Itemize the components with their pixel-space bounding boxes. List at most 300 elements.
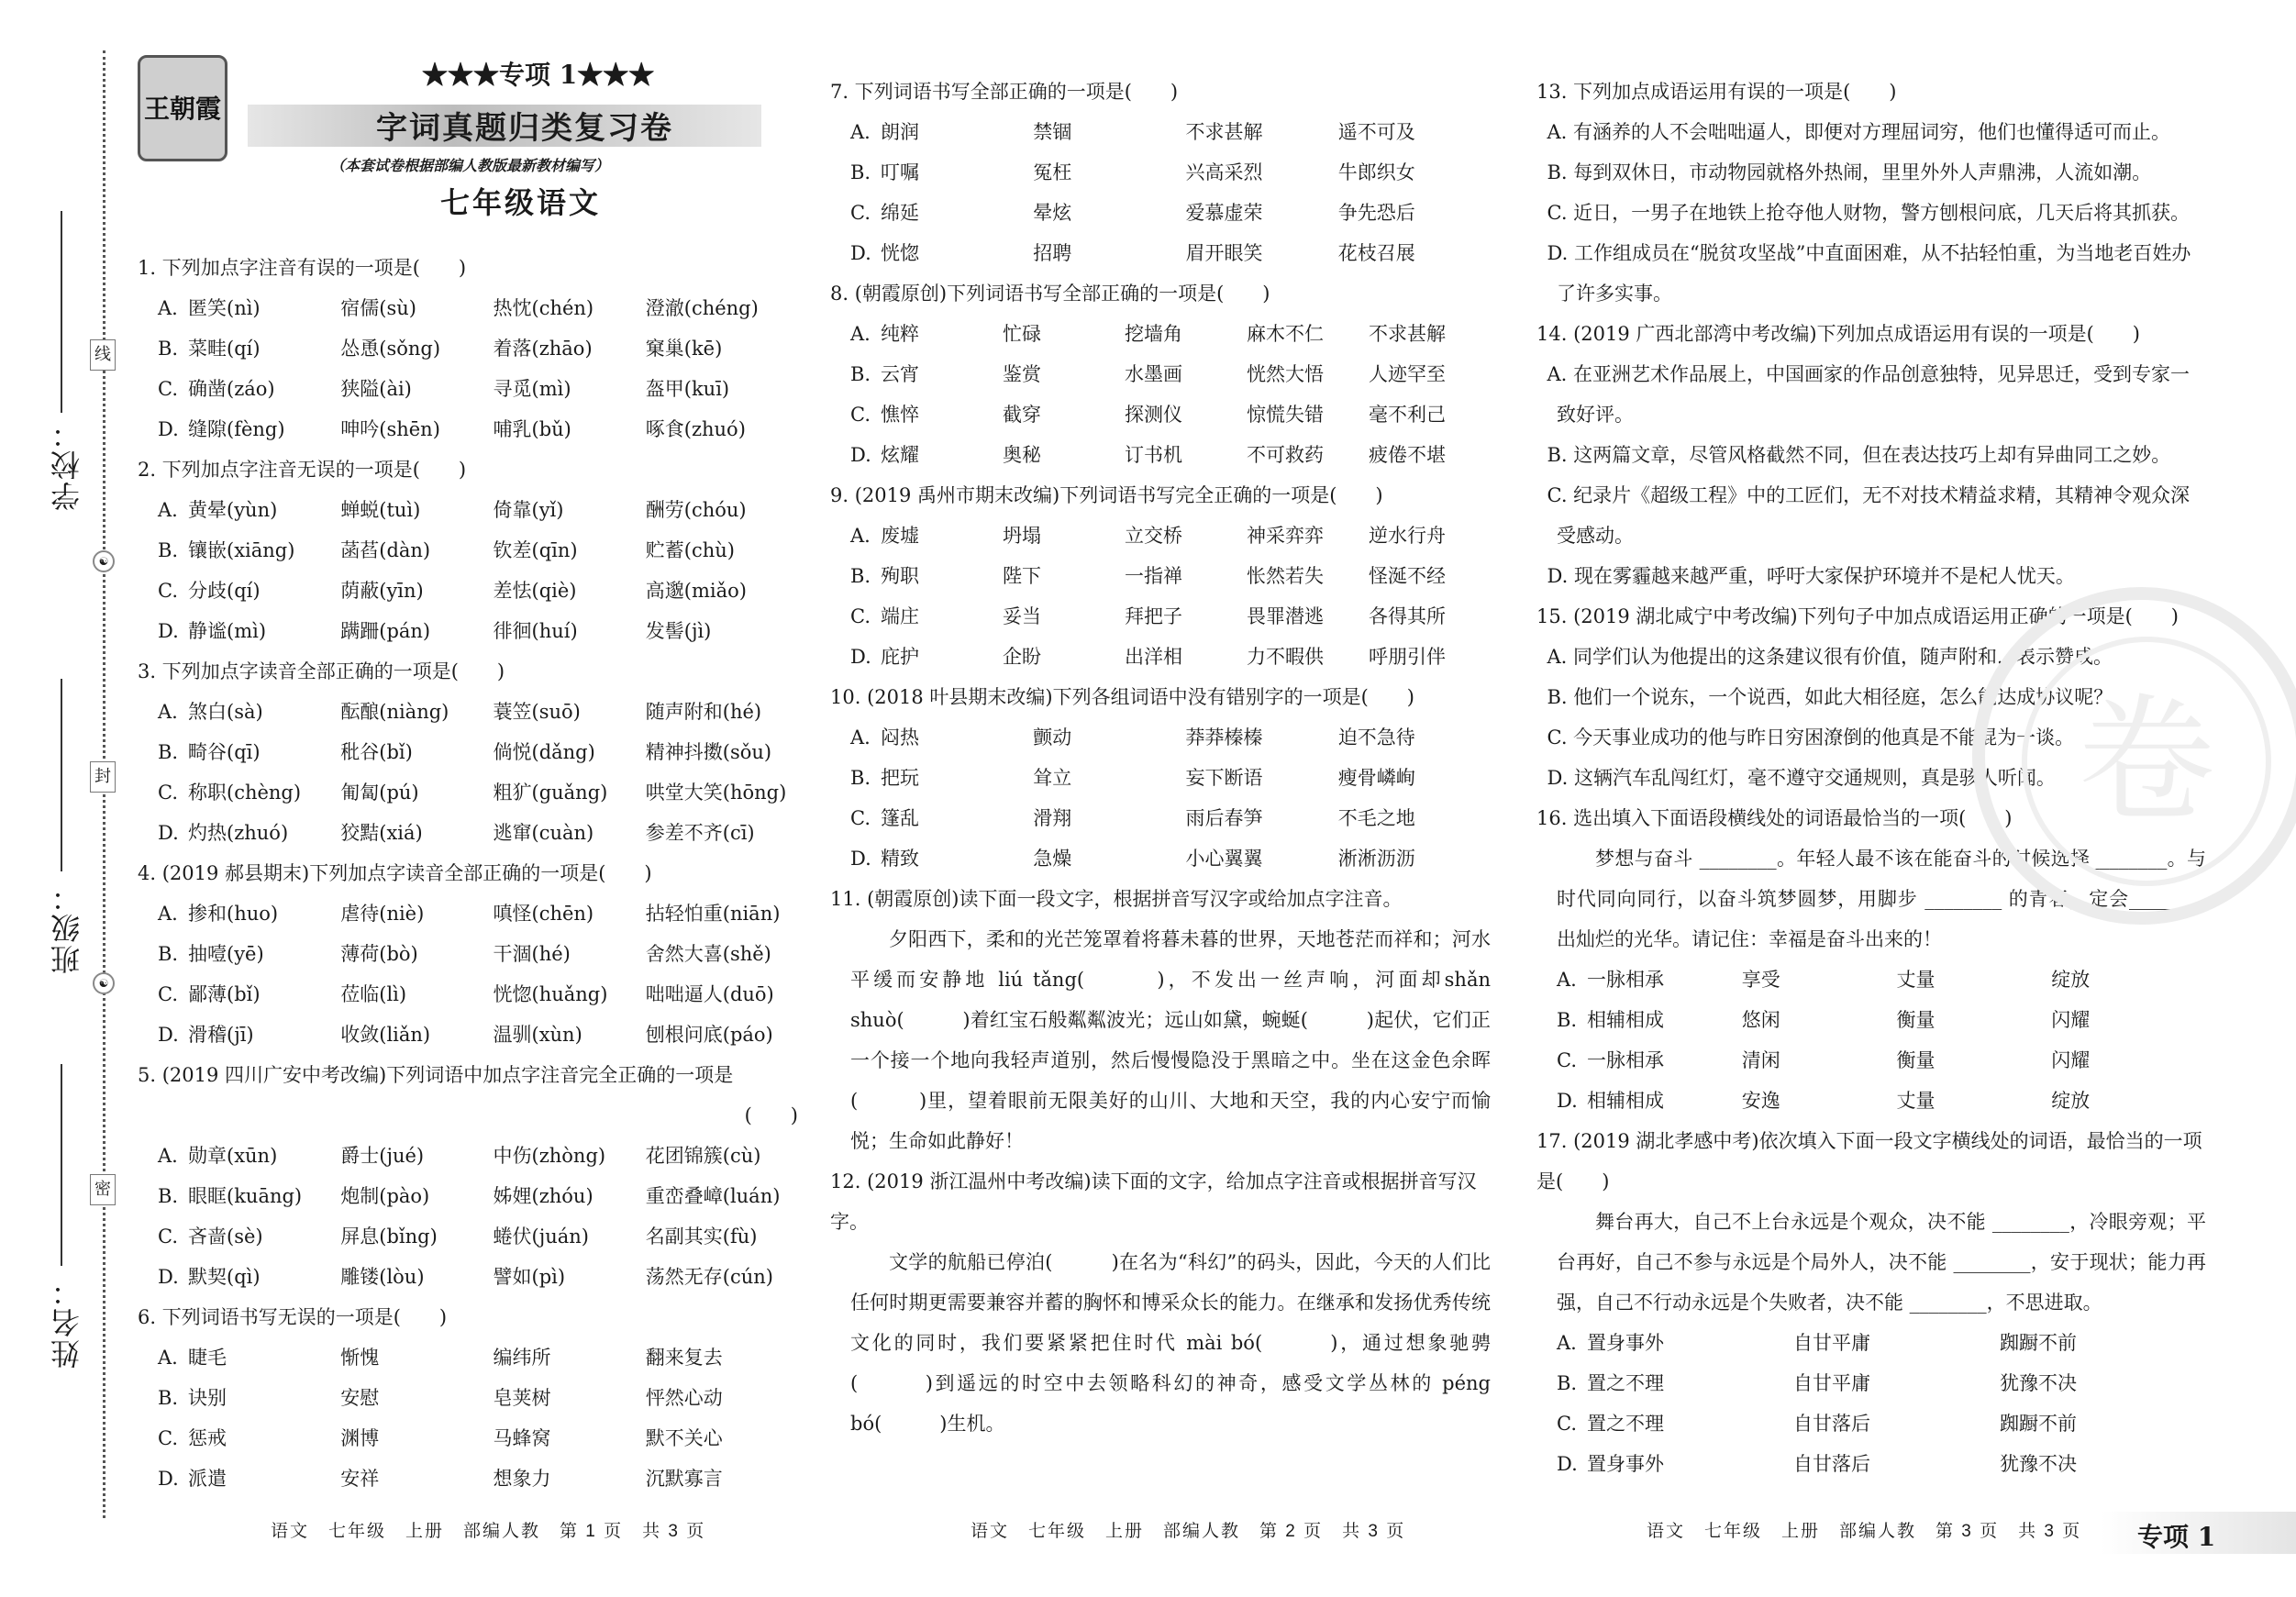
option-row[interactable] [138, 1257, 798, 1297]
option-cell: 把玩 [881, 767, 919, 789]
option-cell: 缝隙(fèng) [188, 418, 285, 440]
option-cell: 衡量 [1896, 1009, 1936, 1031]
option-cell: 安逸 [1741, 1090, 1780, 1112]
option-cell: 荡然无存(cún) [645, 1266, 773, 1288]
option-line[interactable]: D. 这辆汽车乱闯红灯，毫不遵守交通规则，真是骇人听闻。 [1547, 767, 2056, 789]
question-block [830, 475, 1491, 677]
option-letter: B. [158, 1387, 179, 1409]
option-cell: 截穿 [1003, 404, 1041, 426]
footer-page-1: 语文 七年级 上册 部编人教 第 1 页 共 3 页 [271, 1522, 706, 1541]
option-letter: A. [158, 1347, 178, 1369]
option-cell: 神采弈弈 [1247, 525, 1324, 547]
option-row[interactable] [138, 772, 798, 813]
option-cell: 眼眶(kuāng) [188, 1185, 303, 1207]
school-label: 学校： [50, 417, 84, 511]
option-row[interactable] [138, 1216, 798, 1257]
option-cell: 勋章(xūn) [188, 1145, 278, 1167]
option-letter: B. [158, 1185, 179, 1207]
option-cell: 恍然大悟 [1247, 363, 1324, 385]
option-cell: 一指禅 [1125, 565, 1182, 587]
option-cell: 瘦骨嶙峋 [1337, 767, 1415, 789]
option-row[interactable] [138, 692, 798, 732]
question-stem: 4. (2019 郝县期末)下列加点字读音全部正确的一项是( ) [138, 862, 652, 884]
question-block [830, 879, 1491, 1161]
class-blank[interactable] [61, 679, 62, 871]
option-row[interactable] [830, 717, 1491, 758]
binding-knot-icon: ☯ [93, 550, 115, 572]
option-cell: 闪耀 [2051, 1009, 2091, 1031]
option-row[interactable] [138, 934, 798, 974]
option-cell: 衡量 [1896, 1049, 1936, 1071]
option-cell: 企盼 [1003, 646, 1041, 668]
option-row[interactable] [830, 798, 1491, 838]
option-cell: 徘徊(huí) [493, 620, 578, 642]
option-cell: 想象力 [493, 1468, 551, 1490]
option-letter: A. [158, 701, 178, 723]
option-cell: 蓑笠(suō) [493, 701, 581, 723]
question-stem: 9. (2019 禹州市期末改编)下列词语书写完全正确的一项是( ) [830, 484, 1383, 506]
option-cell: 安祥 [340, 1468, 380, 1490]
question-stem: 5. (2019 四川广安中考改编)下列词语中加点字注音完全正确的一项是 [138, 1064, 734, 1086]
option-cell: 眉开眼笑 [1185, 242, 1263, 264]
option-cell: 莅临(lì) [340, 983, 407, 1005]
option-cell: 爱慕虚荣 [1185, 202, 1263, 224]
option-cell: 各得其所 [1369, 605, 1446, 627]
option-cell: 绽放 [2051, 969, 2091, 991]
option-row[interactable] [138, 409, 798, 449]
option-letter: C. [158, 782, 178, 804]
option-row[interactable] [830, 637, 1491, 677]
binding-margin [0, 0, 138, 1597]
option-letter: C. [158, 1225, 178, 1248]
option-cell: 哄堂大笑(hōng) [645, 782, 787, 804]
option-cell: 着落(zhāo) [493, 338, 593, 360]
option-cell: 炮制(pào) [340, 1185, 430, 1207]
option-row[interactable] [1536, 1323, 2206, 1363]
question-stem: 17. (2019 湖北孝感中考)依次填入下面一段文字横线处的词语，最恰当的一项是( ) [1536, 1130, 2202, 1192]
option-cell: 蜷伏(juán) [493, 1225, 589, 1248]
option-row[interactable] [830, 152, 1491, 193]
option-row[interactable] [138, 893, 798, 934]
option-cell: 逃窜(cuàn) [493, 822, 594, 844]
question-stem: 3. 下列加点字读音全部正确的一项是( ) [138, 660, 505, 682]
option-cell: 招聘 [1033, 242, 1072, 264]
option-cell: 疲倦不堪 [1369, 444, 1446, 466]
option-cell: 怪涎不经 [1369, 565, 1446, 587]
option-cell: 鉴赏 [1003, 363, 1041, 385]
option-cell: 朗润 [881, 121, 919, 143]
option-cell: 温驯(xùn) [493, 1024, 582, 1046]
option-cell: 睫毛 [188, 1347, 227, 1369]
question-block [1536, 1121, 2206, 1484]
option-cell: 庇护 [881, 646, 919, 668]
option-cell: 舍然大喜(shě) [645, 943, 771, 965]
option-cell: 淅淅沥沥 [1337, 848, 1415, 870]
option-cell: 纯粹 [881, 323, 919, 345]
option-cell: 怂恿(sǒng) [340, 338, 441, 360]
option-row[interactable] [138, 1337, 798, 1378]
option-cell: 啄食(zhuó) [645, 418, 746, 440]
option-cell: 陛下 [1003, 565, 1041, 587]
question-block [138, 449, 798, 651]
question-passage: 舞台再大，自己不上台永远是个观众，决不能 ________，冷眼旁观；平台再好，自己不参与永远是个局外人，决不能 ________，安于现状；能力再强，自己不行动永远是个失败者，决不能 ________，不思进取。 [1557, 1211, 2206, 1314]
option-row[interactable] [1536, 1403, 2206, 1444]
option-cell: 譬如(pì) [493, 1266, 566, 1288]
option-row[interactable] [138, 1418, 798, 1458]
option-row[interactable] [138, 1015, 798, 1055]
question-stem: 11. (朝霞原创)读下面一段文字，根据拼音写汉字或给加点字注音。 [830, 888, 1403, 910]
footer-page-3: 语文 七年级 上册 部编人教 第 3 页 共 3 页 [1647, 1522, 2082, 1541]
logo-text: 王朝霞 [143, 94, 221, 124]
option-cell: 不求甚解 [1369, 323, 1446, 345]
question-block [830, 677, 1491, 879]
option-row[interactable] [138, 571, 798, 611]
option-cell: 相辅相成 [1587, 1090, 1664, 1112]
option-row[interactable] [830, 112, 1491, 152]
option-row[interactable] [830, 556, 1491, 596]
option-letter: B. [850, 565, 871, 587]
question-passage: 梦想与奋斗 ________。年轻人最不该在能奋斗的时候选择________。与时代同向同行，以奋斗筑梦圆梦，用脚步 ________ 的青春，定会________ 出灿烂的光华。请记住：幸福是奋斗出来的！ [1557, 848, 2206, 950]
question-stem: 1. 下列加点字注音有误的一项是( ) [138, 257, 467, 279]
option-line[interactable]: D. 现在雾霾越来越严重，呼吁大家保护环境并不是杞人忧天。 [1547, 565, 2075, 587]
option-cell: 小心翼翼 [1185, 848, 1263, 870]
option-row[interactable] [830, 596, 1491, 637]
option-row[interactable] [138, 1458, 798, 1499]
option-cell: 丈量 [1896, 1090, 1936, 1112]
option-letter: A. [850, 323, 871, 345]
option-cell: 废墟 [881, 525, 919, 547]
option-cell: 静谧(mì) [188, 620, 267, 642]
question-block [138, 853, 798, 1055]
option-letter: B. [850, 161, 871, 183]
option-cell: 雕镂(lòu) [340, 1266, 425, 1288]
option-cell: 争先恐后 [1337, 202, 1415, 224]
option-cell: 薄荷(bò) [340, 943, 418, 965]
option-cell: 发髻(jì) [645, 620, 712, 642]
option-cell: 享受 [1741, 969, 1780, 991]
option-row[interactable] [830, 233, 1491, 273]
question-stem: 13. 下列加点成语运用有误的一项是( ) [1536, 81, 1897, 103]
option-letter: A. [850, 121, 871, 143]
option-cell: 热忱(chén) [493, 297, 594, 319]
option-cell: 惊慌失错 [1247, 404, 1324, 426]
option-letter: B. [158, 943, 179, 965]
option-cell: 花团锦簇(cù) [645, 1145, 761, 1167]
option-cell: 不求甚解 [1185, 121, 1263, 143]
option-row[interactable] [138, 328, 798, 369]
option-cell: 丈量 [1896, 969, 1936, 991]
option-line[interactable]: B. 他们一个说东，一个说西，如此大相径庭，怎么能达成协议呢？ [1547, 686, 2113, 708]
option-cell: 踟蹰不前 [2000, 1332, 2077, 1354]
option-cell: 安慰 [340, 1387, 380, 1409]
option-cell: 酬劳(chóu) [645, 499, 747, 521]
option-letter: A. [158, 297, 178, 319]
option-line[interactable]: A. 有涵养的人不会咄咄逼人，即便对方理屈词穷，他们也懂得适可而止。 [1547, 121, 2171, 143]
option-line[interactable]: A. 在亚洲艺术作品展上，中国画家的作品创意独特，见异思迁，受到专家一致好评。 [1547, 363, 2191, 426]
question-stem: 16. 选出填入下面语段横线处的词语最恰当的一项( ) [1536, 807, 2013, 829]
question-block [138, 1297, 798, 1499]
option-row[interactable] [830, 758, 1491, 798]
option-letter: D. [850, 444, 871, 466]
option-row[interactable] [138, 1136, 798, 1176]
option-cell: 钦差(qīn) [493, 539, 578, 561]
option-cell: 渊博 [340, 1427, 380, 1449]
option-row[interactable] [830, 314, 1491, 354]
option-cell: 默契(qì) [188, 1266, 261, 1288]
option-line[interactable]: D. 工作组成员在“脱贫攻坚战”中直面困难，从不拈轻怕重，为当地老百姓办了许多实事。 [1547, 242, 2191, 305]
option-cell: 挖墙角 [1125, 323, 1182, 345]
option-row[interactable] [138, 611, 798, 651]
option-cell: 收敛(liǎn) [340, 1024, 431, 1046]
option-row[interactable] [1536, 1081, 2206, 1121]
option-cell: 重峦叠嶂(luán) [645, 1185, 781, 1207]
option-letter: B. [1557, 1372, 1578, 1394]
option-cell: 置身事外 [1587, 1453, 1664, 1475]
option-letter: A. [850, 726, 871, 749]
option-cell: 干涸(hé) [493, 943, 571, 965]
option-cell: 刨根问底(páo) [645, 1024, 773, 1046]
option-cell: 麻木不仁 [1247, 323, 1324, 345]
name-blank[interactable] [61, 1064, 62, 1266]
option-cell: 水墨画 [1125, 363, 1182, 385]
option-cell: 爵士(jué) [340, 1145, 425, 1167]
option-row[interactable] [138, 1378, 798, 1418]
option-row[interactable] [830, 838, 1491, 879]
seal-word-seal: 封 [90, 761, 116, 793]
binding-knot-icon: ☯ [93, 972, 115, 994]
option-row[interactable] [138, 530, 798, 571]
question-stem: 10. (2018 叶县期末改编)下列各组词语中没有错别字的一项是( ) [830, 686, 1414, 708]
column-2 [830, 72, 1491, 1444]
option-cell: 兴高采烈 [1185, 161, 1263, 183]
option-letter: D. [850, 242, 871, 264]
option-cell: 姊娌(zhóu) [493, 1185, 593, 1207]
question-block [138, 651, 798, 853]
option-row[interactable] [138, 369, 798, 409]
option-line[interactable]: B. 每到双休日，市动物园就格外热闹，里里外外人声鼎沸，人流如潮。 [1547, 161, 2152, 183]
option-cell: 急燥 [1033, 848, 1072, 870]
option-cell: 倚靠(yǐ) [493, 499, 564, 521]
option-letter: B. [158, 741, 179, 763]
option-row[interactable] [138, 288, 798, 328]
option-letter: B. [850, 767, 871, 789]
option-cell: 篷乱 [881, 807, 919, 829]
option-row[interactable] [830, 394, 1491, 435]
option-cell: 派遣 [188, 1468, 227, 1490]
option-line[interactable]: C. 今天事业成功的他与昨日穷困潦倒的他真是不能混为一谈。 [1547, 726, 2075, 749]
option-row[interactable] [1536, 1444, 2206, 1484]
option-cell: 力不暇供 [1247, 646, 1324, 668]
option-cell: 绵延 [881, 202, 919, 224]
option-cell: 贮蓄(chù) [645, 539, 735, 561]
option-cell: 遥不可及 [1337, 121, 1415, 143]
option-row[interactable] [830, 435, 1491, 475]
option-row[interactable] [830, 193, 1491, 233]
option-cell: 匿笑(nì) [188, 297, 261, 319]
option-cell: 奥秘 [1003, 444, 1041, 466]
option-letter: D. [1557, 1453, 1578, 1475]
option-cell: 菡萏(dàn) [340, 539, 431, 561]
option-cell: 精致 [881, 848, 919, 870]
option-cell: 叮嘱 [881, 161, 919, 183]
question-stem: 8. (朝霞原创)下列词语书写全部正确的一项是( ) [830, 283, 1270, 305]
option-cell: 差怯(qiè) [493, 580, 577, 602]
option-cell: 诀别 [188, 1387, 227, 1409]
option-letter: C. [1557, 1413, 1577, 1435]
option-letter: A. [1557, 1332, 1577, 1354]
option-cell: 拜把子 [1125, 605, 1182, 627]
option-cell: 自甘平庸 [1793, 1372, 1870, 1394]
option-cell: 盔甲(kuī) [645, 378, 730, 400]
option-letter: C. [850, 605, 871, 627]
option-cell: 毫不利己 [1369, 404, 1446, 426]
option-cell: 菜畦(qí) [188, 338, 261, 360]
option-cell: 宿儒(sù) [340, 297, 416, 319]
option-line[interactable]: A. 同学们认为他提出的这条建议很有价值，随声附和，表示赞成。 [1547, 646, 2113, 668]
option-cell: 置身事外 [1587, 1332, 1664, 1354]
question-stem: 12. (2019 浙江温州中考改编)读下面的文字，给加点字注音或根据拼音写汉字。 [830, 1170, 1477, 1233]
option-cell: 闷热 [881, 726, 919, 749]
option-letter: B. [1557, 1009, 1578, 1031]
option-cell: 逆水行舟 [1369, 525, 1446, 547]
option-row[interactable] [138, 813, 798, 853]
option-cell: 闪耀 [2051, 1049, 2091, 1071]
option-cell: 称职(chèng) [188, 782, 302, 804]
option-cell: 秕谷(bǐ) [340, 741, 413, 763]
column-1 [138, 248, 798, 1499]
option-letter: B. [850, 363, 871, 385]
grade-subject: 七年级语文 [440, 185, 602, 220]
option-row[interactable] [1536, 959, 2206, 1000]
option-cell: 犹豫不决 [2000, 1453, 2077, 1475]
option-cell: 自甘平庸 [1793, 1332, 1870, 1354]
option-cell: 花枝召展 [1337, 242, 1415, 264]
question-stem: 14. (2019 广西北部湾中考改编)下列加点成语运用有误的一项是( ) [1536, 323, 2140, 345]
option-cell: 悠闲 [1741, 1009, 1780, 1031]
option-cell: 呻吟(shēn) [340, 418, 440, 440]
option-cell: 妥当 [1003, 605, 1041, 627]
question-block [830, 72, 1491, 273]
option-cell: 粗犷(guǎng) [493, 782, 608, 804]
option-row[interactable] [138, 974, 798, 1015]
option-cell: 牛郎织女 [1337, 161, 1415, 183]
brand-logo [138, 55, 227, 161]
option-row[interactable] [138, 732, 798, 772]
option-cell: 匍匐(pú) [340, 782, 419, 804]
option-cell: 探测仪 [1125, 404, 1182, 426]
question-passage: 文学的航船已停泊( )在名为“科幻”的码头，因此，今天的人们比任何时期更需要兼容并蓄的胸怀和博采众长的能力。在继承和发扬优秀传统文化的同时，我们要紧紧把住时代 mài bó( )，通过想象驰骋( )到遥远的时空中去领略科幻的神奇，感受文学丛林的 péng bó( )生机。 [850, 1251, 1491, 1435]
option-cell: 出洋相 [1125, 646, 1182, 668]
option-cell: 畏罪潜逃 [1247, 605, 1324, 627]
option-cell: 寻觅(mì) [493, 378, 571, 400]
option-cell: 憔悴 [881, 404, 919, 426]
option-letter: A. [850, 525, 871, 547]
option-letter: D. [1557, 1090, 1578, 1112]
option-cell: 虐待(niè) [340, 903, 425, 925]
option-cell: 煞白(sà) [188, 701, 263, 723]
option-cell: 人迹罕至 [1369, 363, 1446, 385]
option-cell: 云宵 [881, 363, 919, 385]
option-cell: 清闲 [1741, 1049, 1780, 1071]
option-cell: 窠巢(kē) [645, 338, 723, 360]
option-cell: 狡黠(xiá) [340, 822, 423, 844]
question-stem: 2. 下列加点字注音无误的一项是( ) [138, 459, 467, 481]
option-letter: B. [158, 338, 179, 360]
option-cell: 随声附和(hé) [645, 701, 762, 723]
option-line[interactable]: C. 纪录片《超级工程》中的工匠们，无不对技术精益求精，其精神令观众深受感动。 [1547, 484, 2191, 547]
option-cell: 坍塌 [1003, 525, 1041, 547]
option-cell: 高邈(miǎo) [645, 580, 747, 602]
option-cell: 中伤(zhòng) [493, 1145, 606, 1167]
option-letter: D. [158, 620, 179, 642]
option-cell: 名副其实(fù) [645, 1225, 758, 1248]
option-cell: 怅然若失 [1247, 565, 1324, 587]
question-stem: 7. 下列词语书写全部正确的一项是( ) [830, 81, 1179, 103]
answer-paren[interactable]: ( ) [744, 1104, 798, 1126]
option-cell: 颤动 [1033, 726, 1072, 749]
option-cell: 惩戒 [188, 1427, 227, 1449]
class-label: 班级： [50, 881, 84, 974]
option-cell: 屏息(bǐng) [340, 1225, 438, 1248]
option-line[interactable]: C. 近日，一男子在地铁上抢夺他人财物，警方刨根问底，几天后将其抓获。 [1547, 202, 2191, 224]
option-letter: C. [850, 807, 871, 829]
question-block [138, 248, 798, 449]
question-block [138, 1055, 798, 1297]
school-blank[interactable] [61, 211, 62, 413]
option-letter: C. [850, 404, 871, 426]
option-cell: 吝啬(sè) [188, 1225, 263, 1248]
option-cell: 抽噎(yē) [188, 943, 264, 965]
option-cell: 澄澈(chéng) [645, 297, 759, 319]
option-cell: 一脉相承 [1587, 1049, 1664, 1071]
option-cell: 绽放 [2051, 1090, 2091, 1112]
option-row[interactable] [138, 490, 798, 530]
option-cell: 踟蹰不前 [2000, 1413, 2077, 1435]
paper-header [138, 55, 798, 248]
question-block [830, 273, 1491, 475]
option-cell: 马蜂窝 [493, 1427, 551, 1449]
option-cell: 确凿(záo) [188, 378, 275, 400]
option-cell: 蝉蜕(tuì) [340, 499, 421, 521]
option-cell: 翻来复去 [645, 1347, 723, 1369]
option-row[interactable] [138, 1176, 798, 1216]
option-cell: 晕炫 [1033, 202, 1072, 224]
option-cell: 自甘落后 [1793, 1413, 1870, 1435]
option-cell: 分歧(qí) [188, 580, 261, 602]
option-cell: 沉默寡言 [645, 1468, 723, 1490]
option-cell: 滑翔 [1033, 807, 1072, 829]
option-cell: 狭隘(ài) [340, 378, 412, 400]
option-row[interactable] [830, 354, 1491, 394]
option-line[interactable]: B. 这两篇文章，尽管风格截然不同，但在表达技巧上却有异曲同工之妙。 [1547, 444, 2171, 466]
option-cell: 犹豫不决 [2000, 1372, 2077, 1394]
option-cell: 耸立 [1033, 767, 1072, 789]
option-cell: 掺和(huo) [188, 903, 279, 925]
option-row[interactable] [1536, 1363, 2206, 1403]
seal-word-close: 密 [90, 1174, 116, 1205]
option-cell: 莽莽榛榛 [1185, 726, 1263, 749]
option-cell: 嗔怪(chēn) [493, 903, 594, 925]
option-letter: A. [158, 1145, 178, 1167]
option-cell: 呼朋引伴 [1369, 646, 1446, 668]
option-cell: 蹒跚(pán) [340, 620, 431, 642]
option-cell: 恍惚(huǎng) [493, 983, 608, 1005]
edition-note: （本套试卷根据部编人教版最新教材编写） [330, 157, 610, 174]
option-cell: 哺乳(bǔ) [493, 418, 571, 440]
option-row[interactable] [830, 516, 1491, 556]
option-row[interactable] [1536, 1040, 2206, 1081]
option-row[interactable] [1536, 1000, 2206, 1040]
